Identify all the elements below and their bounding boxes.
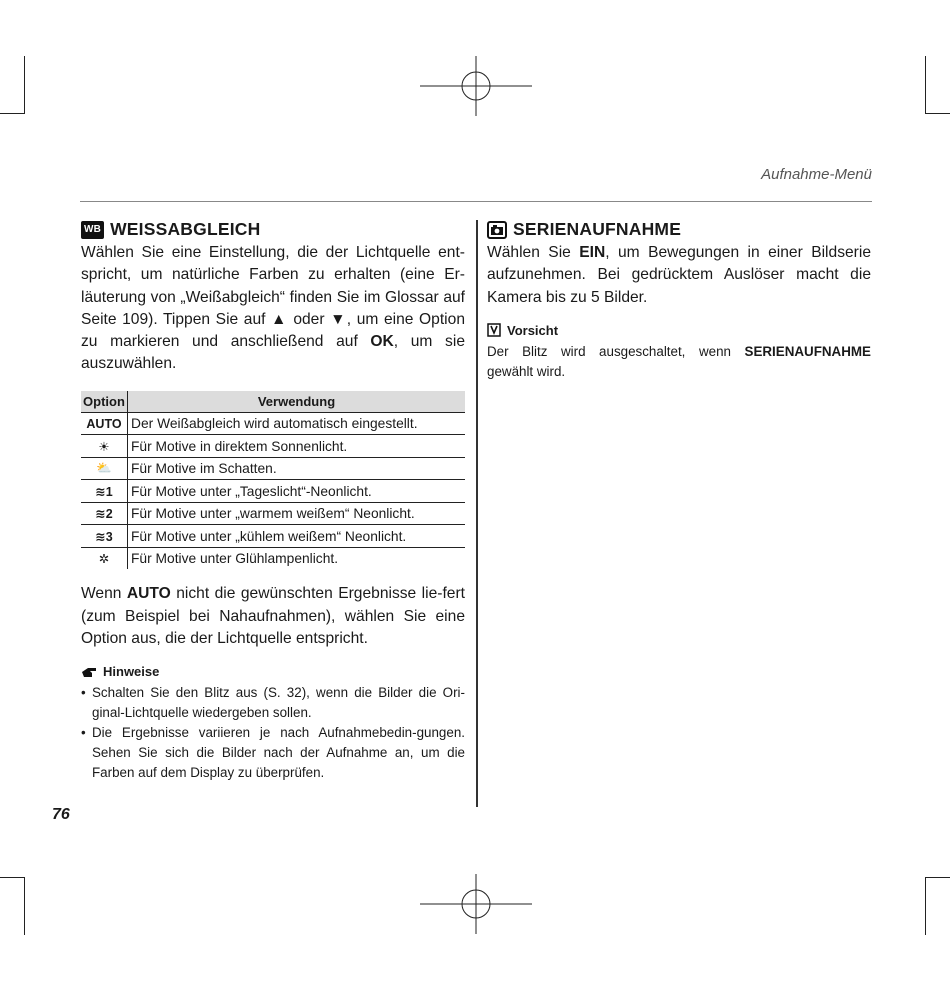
list-item: • Die Ergebnisse variieren je nach Aufnahmebedin-gungen. Sehen Sie sich die Bilder nach der Aufnahme an, um die Farben auf dem Display zu überprüfen. bbox=[81, 723, 465, 783]
table-row bbox=[81, 480, 465, 503]
crop-mark bbox=[925, 877, 926, 935]
table-row bbox=[81, 435, 465, 458]
table-row bbox=[81, 547, 465, 569]
continuous-intro: Wählen Sie EIN, um Bewegungen in einer Bildserie aufzunehmen. Bei gedrücktem Auslöser macht die Kamera bis zu 5 Bilder. bbox=[487, 244, 871, 306]
page-number: 76 bbox=[52, 806, 70, 823]
crop-mark bbox=[0, 877, 25, 878]
white-balance-intro: Wählen Sie eine Einstellung, die der Lichtquelle ent-spricht, um natürliche Farben zu erhalten (eine Er-läuterung von „Weißabgleich“ finden Sie im Glossar auf Seite 109). Tippen Sie auf ▲ oder ▼, um eine Option zu markieren und anschließend auf OK, um sie auszuwählen. bbox=[81, 244, 465, 373]
crop-mark bbox=[925, 56, 926, 114]
fluorescent-3-icon: ≋3 bbox=[81, 525, 128, 548]
notes-heading bbox=[81, 664, 465, 679]
crop-mark bbox=[925, 877, 950, 878]
burst-mode-icon bbox=[487, 221, 507, 239]
crop-mark bbox=[24, 877, 25, 935]
table-cell: Für Motive im Schatten. bbox=[128, 457, 466, 480]
white-balance-table bbox=[81, 391, 465, 570]
section-title-text: WEISSABGLEICH bbox=[110, 219, 261, 239]
table-row bbox=[81, 525, 465, 548]
fluorescent-1-icon: ≋1 bbox=[81, 480, 128, 503]
table-cell: Für Motive unter „kühlem weißem“ Neonlicht. bbox=[128, 525, 466, 548]
column-divider bbox=[476, 220, 478, 807]
crop-mark bbox=[925, 113, 950, 114]
section-title-white-balance bbox=[81, 219, 465, 240]
pointing-hand-icon bbox=[81, 666, 97, 678]
table-row bbox=[81, 457, 465, 480]
caution-icon bbox=[487, 323, 501, 337]
caution-title: Vorsicht bbox=[507, 322, 559, 338]
table-row bbox=[81, 412, 465, 435]
column-header-option: Option bbox=[81, 391, 128, 413]
table-cell: Für Motive unter „Tageslicht“-Neonlicht. bbox=[128, 480, 466, 503]
table-cell: Für Motive in direktem Sonnenlicht. bbox=[128, 435, 466, 458]
section-title-continuous bbox=[487, 219, 871, 240]
auto-icon: AUTO bbox=[81, 412, 128, 435]
table-header-row bbox=[81, 391, 465, 413]
registration-mark-top bbox=[420, 56, 532, 116]
column-header-use: Verwendung bbox=[128, 391, 466, 413]
registration-mark-bottom bbox=[420, 874, 532, 934]
crop-mark bbox=[0, 113, 25, 114]
running-header: Aufnahme-Menü bbox=[761, 166, 872, 183]
caution-text: Der Blitz wird ausgeschaltet, wenn SERIENAUFNAHME gewählt wird. bbox=[487, 343, 871, 379]
incandescent-icon: ✲ bbox=[81, 547, 128, 569]
section-title-text: SERIENAUFNAHME bbox=[513, 219, 682, 239]
caution-heading bbox=[487, 323, 871, 338]
table-cell: Der Weißabgleich wird automatisch eingestellt. bbox=[128, 412, 466, 435]
crop-mark bbox=[24, 56, 25, 114]
left-column bbox=[81, 219, 465, 783]
table-cell: Für Motive unter „warmem weißem“ Neonlicht. bbox=[128, 502, 466, 525]
table-row bbox=[81, 502, 465, 525]
list-item: • Schalten Sie den Blitz aus (S. 32), wenn die Bilder die Ori-ginal-Lichtquelle wiedergeben sollen. bbox=[81, 683, 465, 723]
wb-icon: WB bbox=[81, 221, 104, 239]
fluorescent-2-icon: ≋2 bbox=[81, 502, 128, 525]
notes-list bbox=[81, 683, 465, 783]
sun-icon: ☀ bbox=[81, 435, 128, 458]
header-rule bbox=[80, 201, 872, 202]
table-cell: Für Motive unter Glühlampenlicht. bbox=[128, 547, 466, 569]
right-column bbox=[487, 219, 871, 382]
shade-icon: ⛅ bbox=[81, 457, 128, 480]
white-balance-followup: Wenn AUTO nicht die gewünschten Ergebnisse lie-fert (zum Beispiel bei Nahaufnahmen), wählen Sie eine Option aus, die der Lichtquelle entspricht. bbox=[81, 585, 465, 647]
notes-title: Hinweise bbox=[103, 664, 160, 680]
